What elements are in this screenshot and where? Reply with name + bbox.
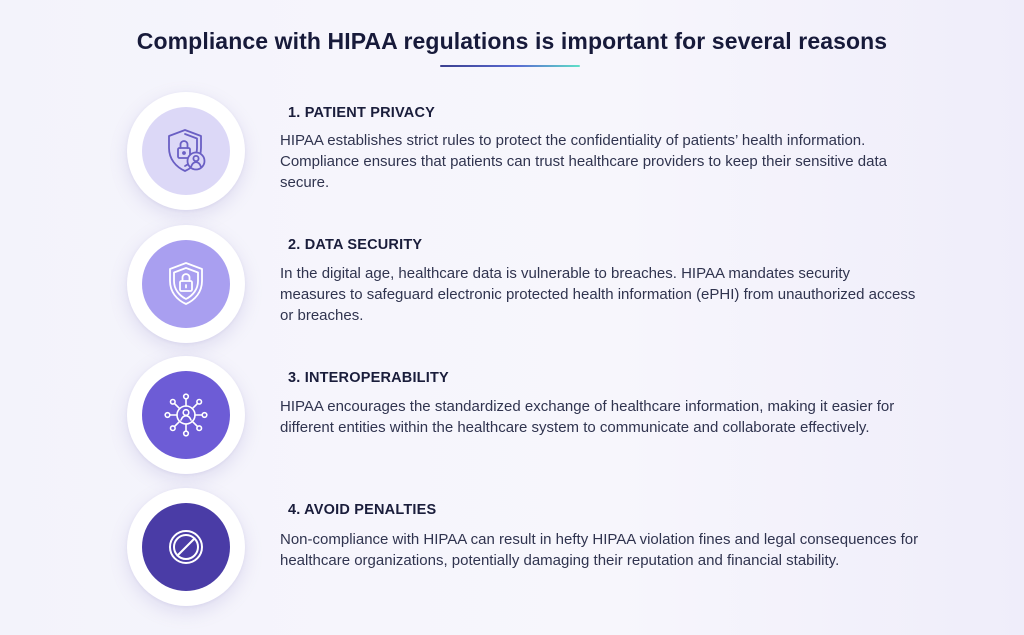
shield-lock-user-icon — [159, 124, 213, 178]
page-title: Compliance with HIPAA regulations is important for several reasons — [136, 28, 888, 54]
icon-disc — [142, 107, 230, 195]
shield-lock-icon — [159, 257, 213, 311]
reason-heading: 2. DATA SECURITY — [288, 237, 423, 253]
icon-disc — [142, 503, 230, 591]
reason-body: In the digital age, healthcare data is vulnerable to breaches. HIPAA mandates security measures to safeguard electronic protected health information (ePHI) from unauthorized access or breaches. — [280, 265, 916, 324]
icon-ring — [127, 92, 245, 210]
reason-item-data-security — [0, 223, 1024, 353]
icon-ring — [127, 356, 245, 474]
title-underline — [440, 65, 580, 67]
icon-disc — [142, 371, 230, 459]
reason-body: HIPAA encourages the standardized exchange of healthcare information, making it easier for different entities within the healthcare system to communicate and collaborate effectively. — [280, 398, 895, 436]
icon-ring — [127, 225, 245, 343]
reason-item-avoid-penalties — [0, 488, 1024, 618]
icon-ring — [127, 488, 245, 606]
reason-heading: 4. AVOID PENALTIES — [288, 502, 437, 518]
icon-disc — [142, 240, 230, 328]
reason-body: HIPAA establishes strict rules to protect the confidentiality of patients’ health information. Compliance ensures that patients can trust healthcare providers to keep their sensitive data secure. — [280, 132, 888, 191]
reason-body: Non-compliance with HIPAA can result in hefty HIPAA violation fines and legal consequences for healthcare organizations, potentially damaging their reputation and financial stability. — [280, 531, 919, 569]
network-user-icon — [159, 388, 213, 442]
reason-item-patient-privacy — [0, 90, 1024, 220]
reason-heading: 1. PATIENT PRIVACY — [288, 105, 436, 121]
prohibited-icon — [159, 520, 213, 574]
reason-heading: 3. INTEROPERABILITY — [288, 370, 449, 386]
reason-item-interoperability — [0, 356, 1024, 486]
